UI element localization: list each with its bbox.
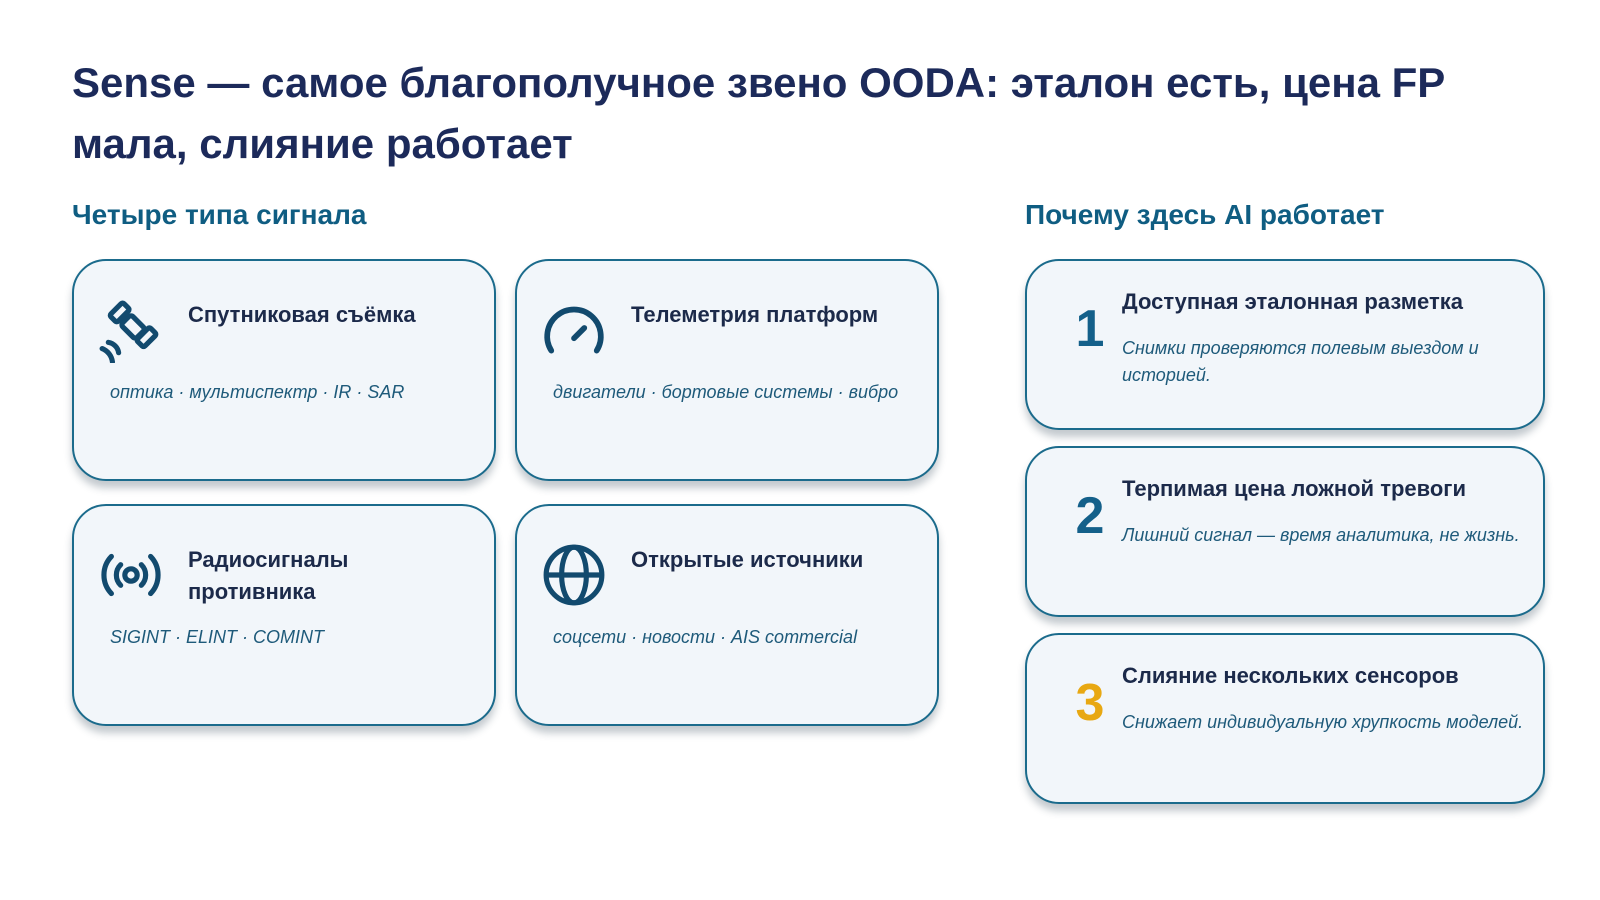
signal-tags: SIGINT · ELINT · COMINT [110,627,324,647]
signal-title: Телеметрия платформ [631,302,879,327]
speedometer-icon [541,297,607,363]
satellite-icon [98,297,164,363]
signal-tags: соцсети · новости · AIS commercial [553,627,858,647]
signal-title: Радиосигналы противника [188,547,349,604]
reason-card-ground-truth [1025,259,1545,430]
radio-signal-icon [98,542,164,608]
signal-card-telemetry [515,259,939,481]
signal-title: Открытые источники [631,547,864,572]
reason-card-false-alarm-cost [1025,446,1545,617]
slide-title: Sense — самое благополучное звено OODA: эталон есть, цена FP мала, слияние работает [72,59,1445,167]
reason-number: 2 [1075,487,1105,545]
signal-card-open-sources [515,504,939,726]
reason-number: 1 [1075,300,1105,358]
signal-tags: оптика · мультиспектр · IR · SAR [110,382,405,402]
signal-types-heading: Четыре типа сигнала [72,199,367,230]
ai-reasons-heading: Почему здесь AI работает [1025,199,1385,230]
signal-title: Спутниковая съёмка [188,302,416,327]
signal-card-satellite [72,259,496,481]
globe-icon [541,542,607,608]
reason-title: Терпимая цена ложной тревоги [1122,476,1466,501]
reason-title: Слияние нескольких сенсоров [1122,663,1459,688]
signal-card-radio [72,504,496,726]
reason-description: Лишний сигнал — время аналитика, не жизнь. [1122,525,1520,545]
reason-card-sensor-fusion [1025,633,1545,804]
reason-description: Снимки проверяются полевым выездом и историей. [1122,338,1479,385]
reason-title: Доступная эталонная разметка [1122,289,1463,314]
reason-number: 3 [1075,674,1105,732]
signal-tags: двигатели · бортовые системы · вибро [553,382,899,402]
reason-description: Снижает индивидуальную хрупкость моделей. [1122,712,1524,732]
